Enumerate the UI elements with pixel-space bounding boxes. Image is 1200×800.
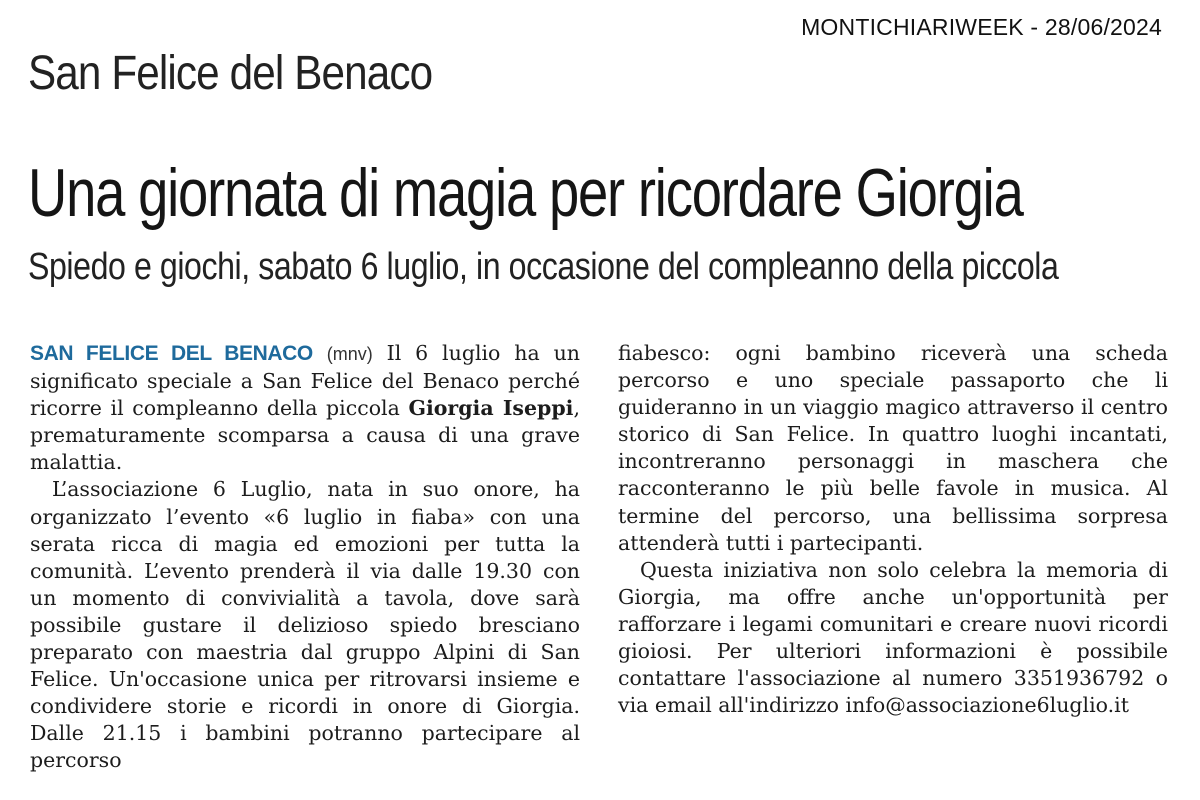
article-column-left bbox=[30, 340, 580, 775]
person-name: Giorgia Iseppi bbox=[408, 396, 574, 421]
headline: Una giornata di magia per ricordare Giorgia bbox=[28, 155, 1023, 231]
author-initials: (mnv) bbox=[326, 344, 373, 364]
source-label: MONTICHIARIWEEK - 28/06/2024 bbox=[801, 14, 1162, 40]
subheadline: Spiedo e giochi, sabato 6 luglio, in occasione del compleanno della piccola bbox=[28, 246, 1059, 288]
article-paragraph-2: L’associazione 6 Luglio, nata in suo onore, ha organizzato l’evento «6 luglio in fiaba» con una serata ricca di magia ed emozioni per tutta la comunità. L’evento prenderà il via dalle 19.30 con un momento di convivialità a tavola, dove sarà possibile gustare il delizioso spiedo bresciano preparato con maestria dal gruppo Alpini di San Felice. Un'occasione unica per ritrovarsi insieme e condividere storie e ricordi in onore di Giorgia. Dalle 21.15 i bambini potranno partecipare al percorso bbox=[30, 477, 580, 773]
paragraph-1-rest: , prematuramente scomparsa a causa di una grave malattia. bbox=[30, 396, 580, 475]
section-title: San Felice del Benaco bbox=[28, 47, 433, 100]
dateline: SAN FELICE DEL BENACO bbox=[30, 342, 313, 365]
paragraph-2-continuation: fiabesco: ogni bambino riceverà una scheda percorso e uno speciale passaporto che li guideranno in un viaggio magico attraverso il centro storico di San Felice. In quattro luoghi incantati, incontreranno personaggi in maschera che racconteranno le più belle favole in musica. Al termine del percorso, una bellissima sorpresa attenderà tutti i partecipanti. bbox=[618, 341, 1168, 555]
paragraph-1-intro: Il 6 luglio ha un significato speciale a San Felice del Benaco perché ricorre il compleanno della piccola bbox=[30, 341, 580, 421]
article-paragraph-1 bbox=[30, 340, 580, 476]
article-paragraph-3: Questa iniziativa non solo celebra la memoria di Giorgia, ma offre anche un'opportunità per rafforzare i legami comunitari e creare nuovi ricordi gioiosi. Per ulteriori informazioni è possibile contattare l'associazione al numero 3351936792 o via email all'indirizzo info@associazione6luglio.it bbox=[618, 557, 1168, 718]
article-column-right bbox=[618, 340, 1168, 719]
